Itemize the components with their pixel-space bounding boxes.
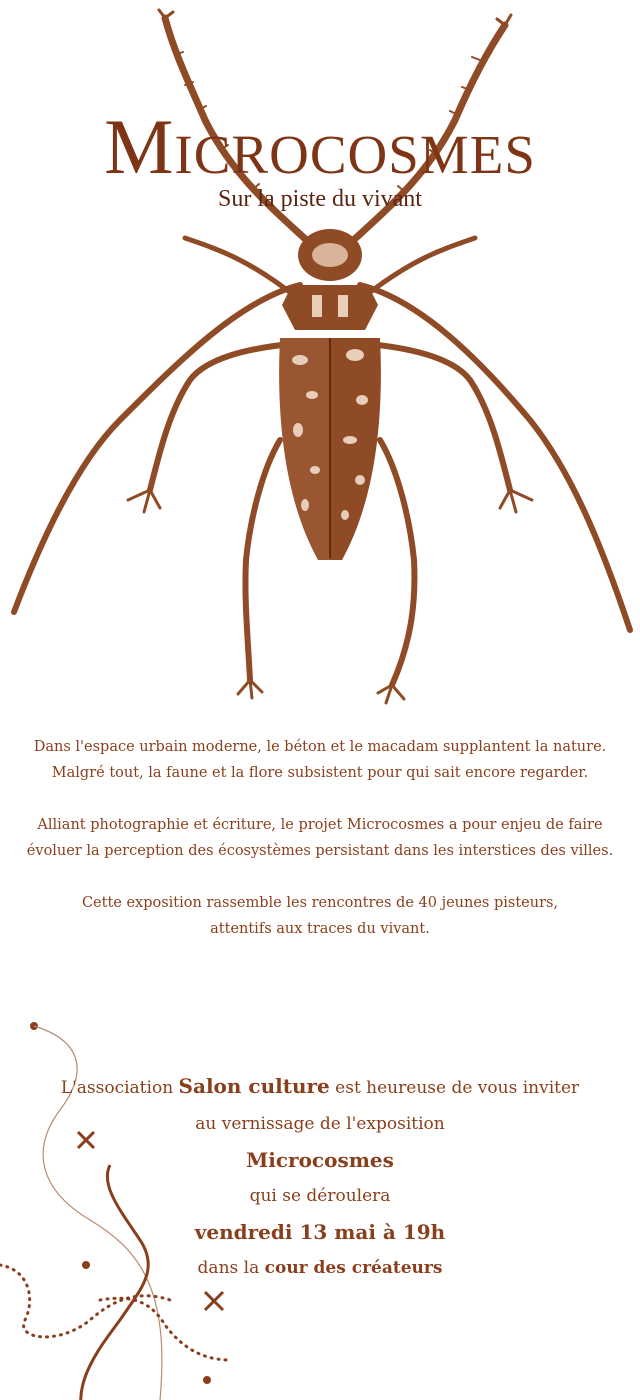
invite-text: dans la — [197, 1258, 265, 1278]
page-title: Microcosmes — [104, 103, 536, 190]
invite-text: est heureuse de vous inviter — [329, 1078, 580, 1098]
exhibition-name: Microcosmes — [246, 1148, 394, 1172]
intro-text — [0, 734, 640, 968]
intro-line: Cette exposition rassemble les rencontres de 40 jeunes pisteurs, — [81, 895, 559, 911]
association-name: Salon culture — [178, 1074, 330, 1098]
event-place: cour des créateurs — [264, 1258, 443, 1278]
invite-line-1 — [0, 1068, 640, 1106]
invitation-text — [0, 1068, 640, 1286]
intro-paragraph-1 — [0, 734, 640, 786]
invite-line-2: au vernissage de l'exposition — [195, 1114, 445, 1134]
page-subtitle: Sur la piste du vivant — [218, 186, 422, 212]
intro-line: Malgré tout, la faune et la flore subsistent pour qui sait encore regarder. — [51, 765, 589, 781]
intro-line: Alliant photographie et écriture, le projet Microcosmes a pour enjeu de faire — [37, 817, 603, 833]
intro-line: évoluer la perception des écosystèmes persistant dans les interstices des villes. — [26, 843, 614, 859]
event-date: vendredi 13 mai à 19h — [194, 1220, 446, 1244]
invite-line-6 — [0, 1250, 640, 1286]
intro-paragraph-2 — [0, 812, 640, 864]
intro-line: Dans l'espace urbain moderne, le béton et le macadam supplantent la nature. — [33, 739, 607, 755]
invite-line-4: qui se déroulera — [249, 1186, 391, 1206]
intro-paragraph-3 — [0, 890, 640, 942]
invite-text: L'association — [60, 1078, 179, 1098]
intro-line: attentifs aux traces du vivant. — [210, 921, 430, 937]
